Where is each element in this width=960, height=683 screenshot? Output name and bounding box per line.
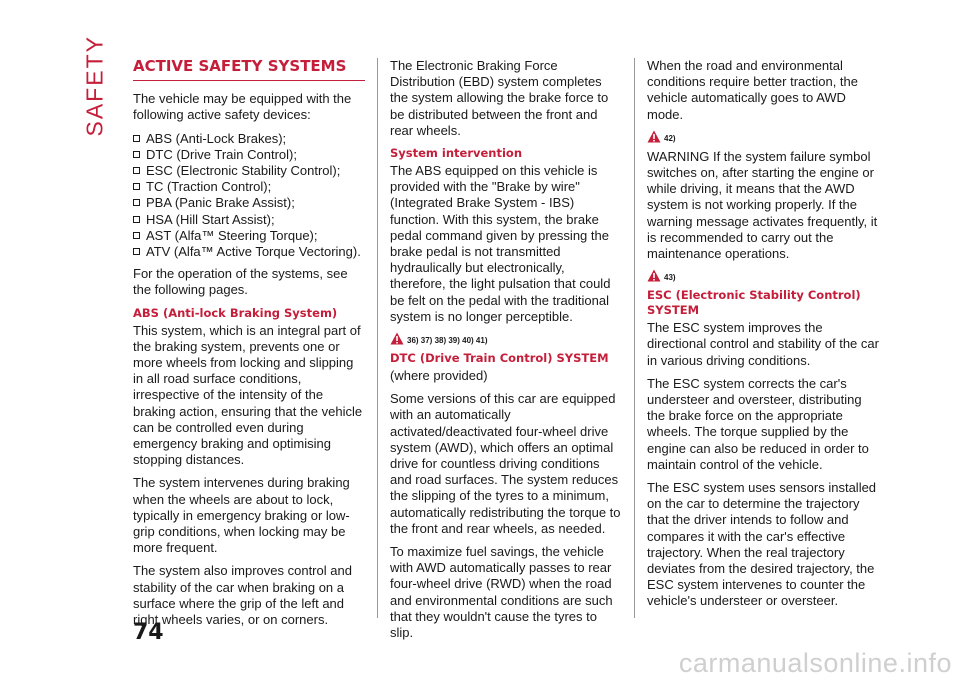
dtc-where-provided: (where provided) — [390, 368, 488, 384]
warning-triangle-icon — [390, 332, 404, 345]
warning-triangle-icon — [647, 130, 661, 143]
column-divider — [377, 58, 378, 618]
warning-reference — [647, 130, 881, 143]
esc-heading: ESC (Electronic Stability Control) SYSTEM — [647, 288, 861, 318]
watermark: carmanualsonline.info — [678, 648, 952, 678]
bullet-icon — [133, 151, 140, 158]
section-side-label — [81, 35, 110, 138]
awd-paragraph: When the road and environmental conditions require better traction, the vehicle automatically goes to AWD mode. — [647, 58, 859, 122]
abs-paragraph-1: This system, which is an integral part of the braking system, prevents one or more wheels from locking and slipping in all road surface conditions, irrespective of the intensity of the braking action, ensuring that the vehicle can be controlled even during emergency braking and optimising stopping distances. — [133, 322, 363, 468]
intervention-paragraph: The ABS equipped on this vehicle is provided with the "Brake by wire" (Integrated Brake System - IBS) function. With this system, the brake pedal command given by pressing the brake pedal is not transmitted hydraulically but electronically, therefore, the light pulsation that could be felt on the pedal with the traditional system is no longer perceptible. — [390, 163, 611, 324]
bullet-icon — [133, 216, 140, 223]
abs-paragraph-2: The system intervenes during braking when the wheels are about to lock, typically in emergency braking or low-grip conditions, when locking may be more frequent. — [133, 475, 350, 556]
esc-paragraph-3: The ESC system uses sensors installed on the car to determine the trajectory that the driver intends to follow and compares it with the car's effective trajectory. When the real trajectory deviates from the desired trajectory, the ESC system intervenes to counter the vehicle's understeer or oversteer. — [647, 480, 877, 609]
esc-paragraph-1: The ESC system improves the directional control and stability of the car in various driving conditions. — [647, 320, 879, 368]
list-item: DTC (Drive Train Control); — [133, 147, 365, 163]
warning-ref-number: 43) — [664, 273, 676, 283]
column-3 — [647, 58, 881, 617]
warning-triangle-icon — [647, 269, 661, 282]
warning-reference — [647, 269, 881, 282]
column-divider — [634, 58, 635, 618]
list-item: PBA (Panic Brake Assist); — [133, 195, 365, 211]
warning-reference — [390, 332, 622, 345]
warning-ref-number: 42) — [664, 133, 676, 143]
dtc-paragraph-2: To maximize fuel savings, the vehicle with AWD automatically passes to rear four-wheel drive (RWD) when the road and environmental conditions are such that they wouldn't cause the tyres to slip. — [390, 544, 613, 641]
list-item: ATV (Alfa™ Active Torque Vectoring). — [133, 244, 365, 260]
list-item: HSA (Hill Start Assist); — [133, 212, 365, 228]
section-label-text: SAFETY — [81, 35, 108, 137]
device-list — [133, 131, 365, 261]
list-item: ESC (Electronic Stability Control); — [133, 163, 365, 179]
bullet-icon — [133, 135, 140, 142]
column-1 — [133, 58, 365, 635]
bullet-icon — [133, 248, 140, 255]
dtc-heading: DTC (Drive Train Control) SYSTEM — [390, 351, 609, 366]
bullet-icon — [133, 199, 140, 206]
intro-paragraph: The vehicle may be equipped with the following active safety devices: — [133, 91, 352, 123]
operation-note: For the operation of the systems, see the following pages. — [133, 266, 348, 298]
warning-paragraph: WARNING If the system failure symbol switches on, after starting the engine or while driving, it means that the AWD system is not working properly. If the warning message activates frequently, it is recommended to carry out the maintenance operations. — [647, 148, 878, 262]
intervention-heading: System intervention — [390, 146, 523, 161]
bullet-icon — [133, 232, 140, 239]
warning-ref-numbers: 36) 37) 38) 39) 40) 41) — [407, 336, 488, 346]
page-number: 74 — [133, 620, 164, 645]
bullet-icon — [133, 167, 140, 174]
column-2 — [390, 58, 622, 648]
abs-heading: ABS (Anti-lock Braking System) — [133, 305, 338, 320]
section-title: ACTIVE SAFETY SYSTEMS — [133, 58, 365, 81]
abs-paragraph-3: The system also improves control and stability of the car when braking on a surface where the grip of the left and right wheels varies, or on corners. — [133, 563, 352, 628]
esc-paragraph-2: The ESC system corrects the car's understeer and oversteer, distributing the brake force on the appropriate wheels. The torque supplied by the engine can also be reduced in order to maintain control of the vehicle. — [647, 375, 869, 472]
dtc-paragraph-1: Some versions of this car are equipped with an automatically activated/deactivated four-wheel drive system (AWD), which offers an optimal drive for countless driving conditions and road surfaces. The system reduces the slipping of the tyres to a minimum, automatically redistributing the torque to the front and rear wheels, as needed. — [390, 391, 621, 536]
list-item: TC (Traction Control); — [133, 179, 365, 195]
list-item: ABS (Anti-Lock Brakes); — [133, 131, 365, 147]
list-item: AST (Alfa™ Steering Torque); — [133, 228, 365, 244]
ebd-paragraph: The Electronic Braking Force Distribution (EBD) system completes the system allowing the brake force to be distributed between the front and rear wheels. — [390, 58, 609, 138]
bullet-icon — [133, 183, 140, 190]
